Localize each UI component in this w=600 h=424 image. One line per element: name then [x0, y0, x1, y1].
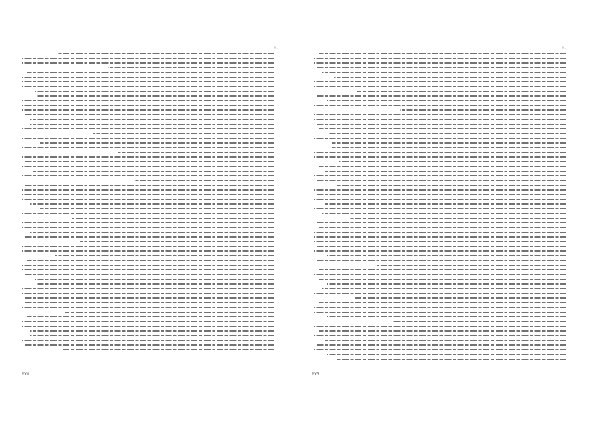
- text-line: [400, 109, 566, 110]
- text-line: [317, 344, 567, 345]
- text-line: [317, 194, 567, 195]
- text-line: [22, 246, 274, 247]
- text-line: [22, 199, 274, 200]
- text-line: [22, 58, 274, 59]
- text-line: [22, 105, 274, 106]
- text-line: [314, 119, 566, 120]
- text-line: [22, 293, 274, 294]
- text-line: [337, 185, 566, 186]
- text-line: [22, 326, 274, 327]
- text-line: [22, 77, 274, 78]
- page-number: ۲۷۹: [312, 372, 320, 377]
- text-line: [314, 62, 566, 63]
- text-line: [22, 189, 274, 190]
- text-line: [314, 293, 566, 294]
- text-line: [327, 354, 566, 355]
- text-line: [324, 340, 566, 341]
- text-line: [314, 250, 566, 251]
- text-line: [319, 128, 566, 129]
- text-line: [22, 156, 274, 157]
- text-line: [314, 274, 566, 275]
- text-line: [57, 53, 274, 54]
- text-line: [22, 109, 274, 110]
- text-line: [317, 67, 567, 68]
- text-line: [30, 124, 274, 125]
- right-page: [300, 0, 600, 424]
- text-line: [22, 222, 274, 223]
- text-line: [314, 81, 566, 82]
- text-line: [30, 119, 274, 120]
- text-line: [22, 128, 274, 129]
- text-line: [22, 194, 274, 195]
- text-line: [25, 236, 275, 237]
- text-line: [22, 340, 274, 341]
- text-line: [339, 161, 566, 162]
- text-line: [317, 222, 567, 223]
- text-line: [314, 199, 566, 200]
- text-block: [314, 53, 566, 358]
- text-line: [25, 161, 275, 162]
- text-line: [314, 114, 566, 115]
- text-line: [30, 335, 274, 336]
- text-line: [317, 260, 567, 261]
- text-line: [334, 77, 566, 78]
- text-line: [22, 265, 274, 266]
- text-line: [327, 316, 566, 317]
- text-line: [37, 283, 274, 284]
- text-line: [30, 203, 274, 204]
- text-line: [327, 100, 566, 101]
- text-line: [22, 269, 274, 270]
- text-line: [319, 269, 566, 270]
- text-line: [40, 142, 274, 143]
- text-line: [35, 91, 274, 92]
- running-head: ۲۰: [562, 46, 566, 50]
- text-line: [22, 321, 274, 322]
- text-line: [317, 95, 567, 96]
- text-line: [337, 359, 566, 360]
- text-line: [377, 265, 566, 266]
- text-line: [22, 213, 274, 214]
- text-line: [319, 330, 566, 331]
- text-line: [93, 133, 274, 134]
- page-number: ۲۷۸: [22, 372, 30, 377]
- text-line: [37, 95, 274, 96]
- text-line: [329, 133, 566, 134]
- running-head: ۲۰: [274, 46, 278, 50]
- text-line: [40, 208, 274, 209]
- text-line: [332, 147, 566, 148]
- text-line: [22, 86, 274, 87]
- text-line: [314, 152, 566, 153]
- text-line: [30, 330, 274, 331]
- text-line: [22, 62, 274, 63]
- text-line: [22, 147, 274, 148]
- text-line: [314, 232, 566, 233]
- text-line: [25, 297, 275, 298]
- text-line: [118, 152, 274, 153]
- text-line: [322, 288, 566, 289]
- text-line: [327, 283, 566, 284]
- text-line: [317, 246, 567, 247]
- text-line: [65, 312, 274, 313]
- text-line: [314, 307, 566, 308]
- text-line: [314, 335, 566, 336]
- text-line: [25, 274, 275, 275]
- text-line: [22, 307, 274, 308]
- text-line: [27, 260, 274, 261]
- text-line: [317, 180, 567, 181]
- text-line: [392, 321, 566, 322]
- text-line: [314, 312, 566, 313]
- text-line: [22, 100, 274, 101]
- text-block: [22, 53, 274, 358]
- text-line: [25, 185, 275, 186]
- text-line: [319, 166, 566, 167]
- text-line: [314, 189, 566, 190]
- text-line: [80, 241, 274, 242]
- text-line: [22, 227, 274, 228]
- text-line: [27, 72, 274, 73]
- text-line: [30, 232, 274, 233]
- text-line: [314, 208, 566, 209]
- text-line: [327, 255, 566, 256]
- text-line: [314, 138, 566, 139]
- text-line: [322, 213, 566, 214]
- text-line: [324, 203, 566, 204]
- text-line: [25, 114, 275, 115]
- text-line: [319, 53, 566, 54]
- text-line: [314, 175, 566, 176]
- text-line: [27, 316, 274, 317]
- text-line: [314, 236, 566, 237]
- text-line: [319, 227, 566, 228]
- text-line: [22, 175, 274, 176]
- text-line: [319, 302, 566, 303]
- text-line: [324, 171, 566, 172]
- text-line: [108, 67, 274, 68]
- text-line: [22, 288, 274, 289]
- text-line: [319, 279, 566, 280]
- text-line: [314, 349, 566, 350]
- text-line: [314, 86, 566, 87]
- text-line: [349, 218, 566, 219]
- text-line: [22, 250, 274, 251]
- text-line: [314, 156, 566, 157]
- text-line: [22, 166, 274, 167]
- text-line: [314, 58, 566, 59]
- text-line: [332, 142, 566, 143]
- text-line: [357, 91, 566, 92]
- text-line: [314, 326, 566, 327]
- text-line: [22, 138, 274, 139]
- text-line: [35, 279, 274, 280]
- text-line: [62, 349, 274, 350]
- text-line: [25, 344, 275, 345]
- text-line: [135, 180, 274, 181]
- text-line: [55, 255, 274, 256]
- text-line: [317, 124, 567, 125]
- text-line: [314, 241, 566, 242]
- text-line: [354, 297, 566, 298]
- text-line: [322, 72, 566, 73]
- text-line: [25, 302, 275, 303]
- text-line: [314, 105, 566, 106]
- text-line: [32, 171, 274, 172]
- text-line: [72, 218, 274, 219]
- text-line: [22, 81, 274, 82]
